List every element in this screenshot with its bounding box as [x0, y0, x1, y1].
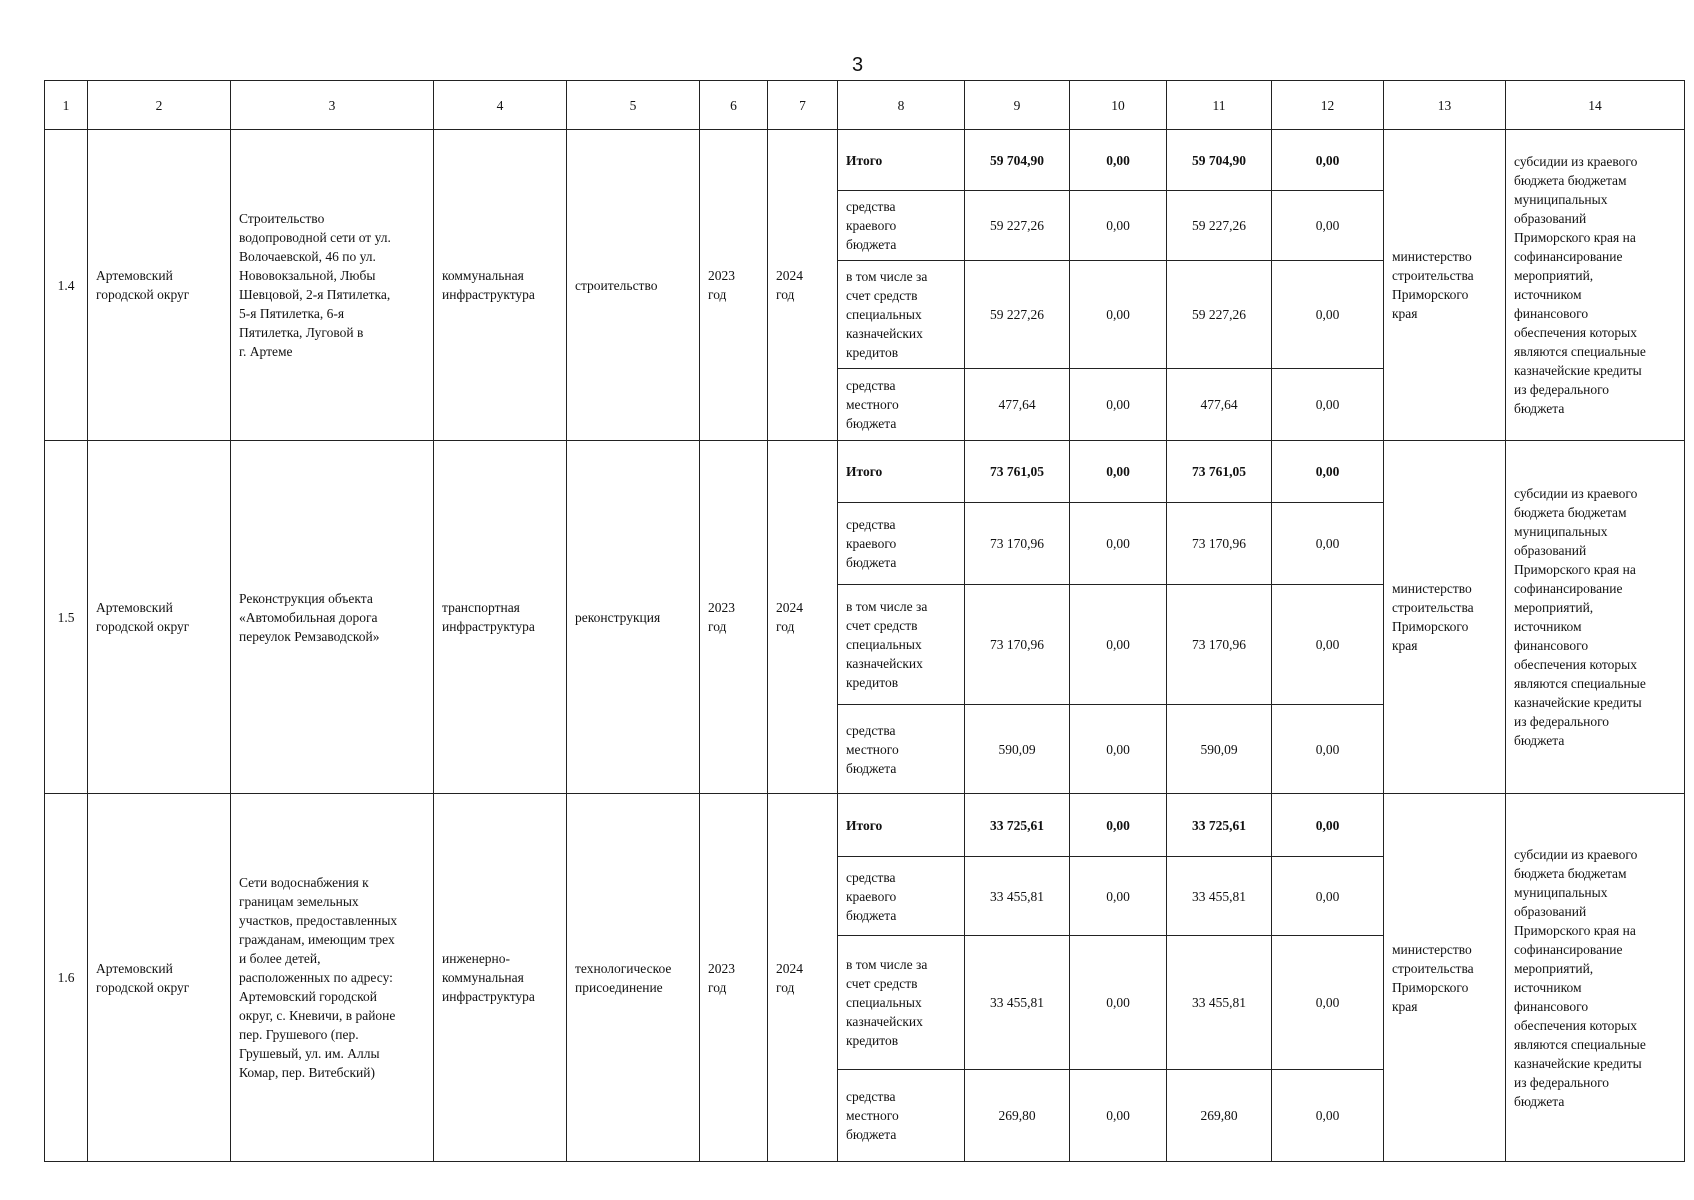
- amount-cell: 33 455,81: [965, 936, 1070, 1070]
- funding-source-cell: средства краевого бюджета: [838, 503, 965, 585]
- funding-source-cell: Итого: [838, 130, 965, 191]
- amount-cell: 73 170,96: [1167, 585, 1272, 705]
- funding-source-cell: средства местного бюджета: [838, 1070, 965, 1162]
- amount-cell: 0,00: [1272, 191, 1384, 261]
- column-header: 8: [838, 81, 965, 130]
- work-type-cell: технологическое присоединение: [567, 794, 700, 1162]
- amount-cell: 0,00: [1272, 705, 1384, 794]
- funding-source-cell: средства краевого бюджета: [838, 191, 965, 261]
- amount-cell: 0,00: [1272, 1070, 1384, 1162]
- column-header: 13: [1384, 81, 1506, 130]
- amount-cell: 0,00: [1272, 503, 1384, 585]
- column-header: 5: [567, 81, 700, 130]
- note-cell: субсидии из краевого бюджета бюджетам муниципальных образований Приморского края на софинансирование мероприятий, источником финансового обеспечения которых являются специальные казначейские кредиты из федерального бюджета: [1506, 130, 1685, 441]
- amount-cell: 269,80: [965, 1070, 1070, 1162]
- amount-cell: 33 455,81: [1167, 857, 1272, 936]
- amount-cell: 0,00: [1070, 441, 1167, 503]
- amount-cell: 0,00: [1070, 191, 1167, 261]
- amount-cell: 0,00: [1272, 369, 1384, 441]
- start-year-cell: 2023 год: [700, 441, 768, 794]
- funding-source-cell: средства местного бюджета: [838, 369, 965, 441]
- amount-cell: 0,00: [1070, 585, 1167, 705]
- amount-cell: 73 170,96: [965, 585, 1070, 705]
- amount-cell: 59 227,26: [1167, 191, 1272, 261]
- object-name-cell: Реконструкция объекта «Автомобильная дорога переулок Ремзаводской»: [231, 441, 434, 794]
- funding-source-cell: в том числе за счет средств специальных казначейских кредитов: [838, 585, 965, 705]
- project-number: 1.5: [45, 441, 88, 794]
- note-cell: субсидии из краевого бюджета бюджетам муниципальных образований Приморского края на софинансирование мероприятий, источником финансового обеспечения которых являются специальные казначейские кредиты из федерального бюджета: [1506, 794, 1685, 1162]
- amount-cell: 477,64: [965, 369, 1070, 441]
- amount-cell: 590,09: [1167, 705, 1272, 794]
- column-header: 9: [965, 81, 1070, 130]
- amount-cell: 0,00: [1070, 130, 1167, 191]
- column-header: 10: [1070, 81, 1167, 130]
- project-number: 1.6: [45, 794, 88, 1162]
- amount-cell: 0,00: [1070, 1070, 1167, 1162]
- amount-cell: 59 704,90: [1167, 130, 1272, 191]
- amount-cell: 0,00: [1272, 261, 1384, 369]
- executor-cell: министерство строительства Приморского края: [1384, 794, 1506, 1162]
- sphere-cell: коммунальная инфраструктура: [434, 130, 567, 441]
- end-year-cell: 2024 год: [768, 441, 838, 794]
- amount-cell: 477,64: [1167, 369, 1272, 441]
- column-header: 1: [45, 81, 88, 130]
- table-row: [45, 794, 1685, 857]
- table-row: [45, 130, 1685, 191]
- funding-source-cell: в том числе за счет средств специальных казначейских кредитов: [838, 261, 965, 369]
- funding-source-cell: Итого: [838, 794, 965, 857]
- object-name-cell: Строительство водопроводной сети от ул. Волочаевской, 46 по ул. Нововокзальной, Любы Шевцовой, 2-я Пятилетка, 5-я Пятилетка, 6-я Пятилетка, Луговой в г. Артеме: [231, 130, 434, 441]
- amount-cell: 33 455,81: [965, 857, 1070, 936]
- municipality-cell: Артемовский городской округ: [88, 794, 231, 1162]
- amount-cell: 33 725,61: [1167, 794, 1272, 857]
- amount-cell: 0,00: [1272, 936, 1384, 1070]
- amount-cell: 0,00: [1070, 503, 1167, 585]
- amount-cell: 590,09: [965, 705, 1070, 794]
- amount-cell: 33 725,61: [965, 794, 1070, 857]
- amount-cell: 0,00: [1070, 794, 1167, 857]
- page-number: 3: [852, 54, 864, 76]
- amount-cell: 0,00: [1070, 369, 1167, 441]
- executor-cell: министерство строительства Приморского края: [1384, 130, 1506, 441]
- amount-cell: 73 761,05: [965, 441, 1070, 503]
- amount-cell: 0,00: [1272, 585, 1384, 705]
- sphere-cell: транспортная инфраструктура: [434, 441, 567, 794]
- amount-cell: 269,80: [1167, 1070, 1272, 1162]
- amount-cell: 0,00: [1272, 130, 1384, 191]
- amount-cell: 73 170,96: [965, 503, 1070, 585]
- amount-cell: 0,00: [1272, 794, 1384, 857]
- column-header: 11: [1167, 81, 1272, 130]
- executor-cell: министерство строительства Приморского края: [1384, 441, 1506, 794]
- column-header: 4: [434, 81, 567, 130]
- start-year-cell: 2023 год: [700, 794, 768, 1162]
- table-row: [45, 441, 1685, 503]
- end-year-cell: 2024 год: [768, 794, 838, 1162]
- column-header: 6: [700, 81, 768, 130]
- amount-cell: 0,00: [1070, 936, 1167, 1070]
- work-type-cell: реконструкция: [567, 441, 700, 794]
- amount-cell: 0,00: [1070, 857, 1167, 936]
- funding-source-cell: в том числе за счет средств специальных казначейских кредитов: [838, 936, 965, 1070]
- column-number-row: [45, 81, 1685, 130]
- project-number: 1.4: [45, 130, 88, 441]
- start-year-cell: 2023 год: [700, 130, 768, 441]
- work-type-cell: строительство: [567, 130, 700, 441]
- amount-cell: 59 227,26: [965, 191, 1070, 261]
- column-header: 3: [231, 81, 434, 130]
- budget-table: [44, 80, 1685, 1162]
- municipality-cell: Артемовский городской округ: [88, 441, 231, 794]
- note-cell: субсидии из краевого бюджета бюджетам муниципальных образований Приморского края на софинансирование мероприятий, источником финансового обеспечения которых являются специальные казначейские кредиты из федерального бюджета: [1506, 441, 1685, 794]
- funding-source-cell: средства краевого бюджета: [838, 857, 965, 936]
- column-header: 14: [1506, 81, 1685, 130]
- amount-cell: 0,00: [1272, 857, 1384, 936]
- funding-source-cell: Итого: [838, 441, 965, 503]
- object-name-cell: Сети водоснабжения к границам земельных участков, предоставленных гражданам, имеющим трех и более детей, расположенных по адресу: Артемовский городской округ, с. Кневичи, в районе пер. Грушевого (пер. Грушевый, ул. им. Аллы Комар, пер. Витебский): [231, 794, 434, 1162]
- column-header: 12: [1272, 81, 1384, 130]
- funding-source-cell: средства местного бюджета: [838, 705, 965, 794]
- amount-cell: 0,00: [1272, 441, 1384, 503]
- amount-cell: 73 761,05: [1167, 441, 1272, 503]
- amount-cell: 33 455,81: [1167, 936, 1272, 1070]
- column-header: 2: [88, 81, 231, 130]
- sphere-cell: инженерно- коммунальная инфраструктура: [434, 794, 567, 1162]
- amount-cell: 59 227,26: [965, 261, 1070, 369]
- municipality-cell: Артемовский городской округ: [88, 130, 231, 441]
- amount-cell: 59 704,90: [965, 130, 1070, 191]
- amount-cell: 0,00: [1070, 261, 1167, 369]
- amount-cell: 0,00: [1070, 705, 1167, 794]
- amount-cell: 59 227,26: [1167, 261, 1272, 369]
- amount-cell: 73 170,96: [1167, 503, 1272, 585]
- end-year-cell: 2024 год: [768, 130, 838, 441]
- column-header: 7: [768, 81, 838, 130]
